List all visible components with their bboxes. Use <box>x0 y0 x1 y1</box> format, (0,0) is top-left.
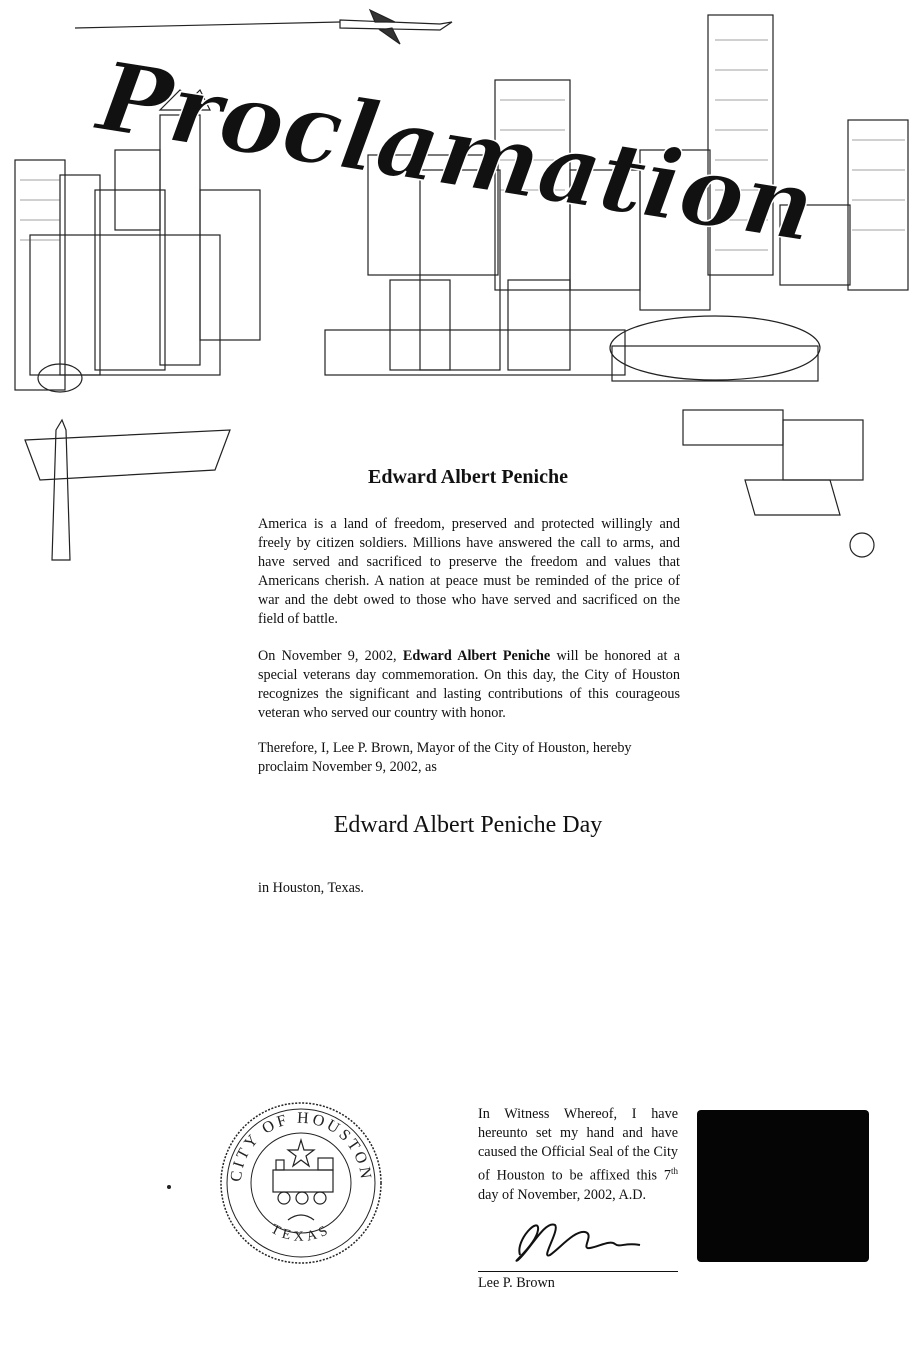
witness-text-post: day of November, 2002, A.D. <box>478 1186 647 1203</box>
paragraph-honor <box>258 647 680 723</box>
witness-text-pre: In Witness Whereof, I have hereunto set my hand and have caused the Official Seal of the City of Houston to be affixed this 7 <box>478 1106 678 1184</box>
proclamation-title: Proclamation <box>90 39 822 264</box>
stray-ink-mark <box>166 1184 172 1190</box>
paragraph-honor-post: will be honored at a special veterans day commemoration. On this day, the City of Houston recognizes the significant and lasting contributions of this courageous veteran who served our country with honor. <box>258 648 680 721</box>
paragraph-honor-name: Edward Albert Peniche <box>402 648 551 664</box>
paragraph-honor-pre: On November 9, 2002, <box>258 648 403 664</box>
witness-ordinal-suffix: th <box>670 1166 678 1176</box>
signature-line <box>478 1271 678 1272</box>
closing-line: in Houston, Texas. <box>258 880 364 896</box>
seal-top-text: CITY OF HOUSTON <box>227 1109 375 1183</box>
airplane-icon <box>75 10 452 44</box>
witness-statement <box>478 1105 678 1205</box>
signer-name: Lee P. Brown <box>478 1275 555 1291</box>
honoree-heading: Edward Albert Peniche <box>368 466 568 488</box>
city-seal <box>218 1100 384 1266</box>
seal-bottom-text: TEXAS <box>268 1221 334 1245</box>
paragraph-therefore: Therefore, I, Lee P. Brown, Mayor of the City of Houston, hereby proclaim November 9, 2002, as <box>258 740 632 775</box>
day-title: Edward Albert Peniche Day <box>333 812 603 838</box>
svg-text:TEXAS <box>268 1222 334 1245</box>
redaction-block <box>697 1110 869 1262</box>
mayor-signature <box>500 1210 650 1270</box>
locomotive-icon <box>273 1140 333 1220</box>
svg-text:CITY OF HOUSTON <box>228 1110 375 1183</box>
paragraph-intro: America is a land of freedom, preserved and protected willingly and freely by citizen soldiers. Millions have answered the call to arms, and have served and sacrificed to preserve the freedom and values that Americans cherish. A nation at peace must be reminded of the price of war and the debt owed to those who have served and sacrificed on the field of battle. <box>258 516 680 627</box>
